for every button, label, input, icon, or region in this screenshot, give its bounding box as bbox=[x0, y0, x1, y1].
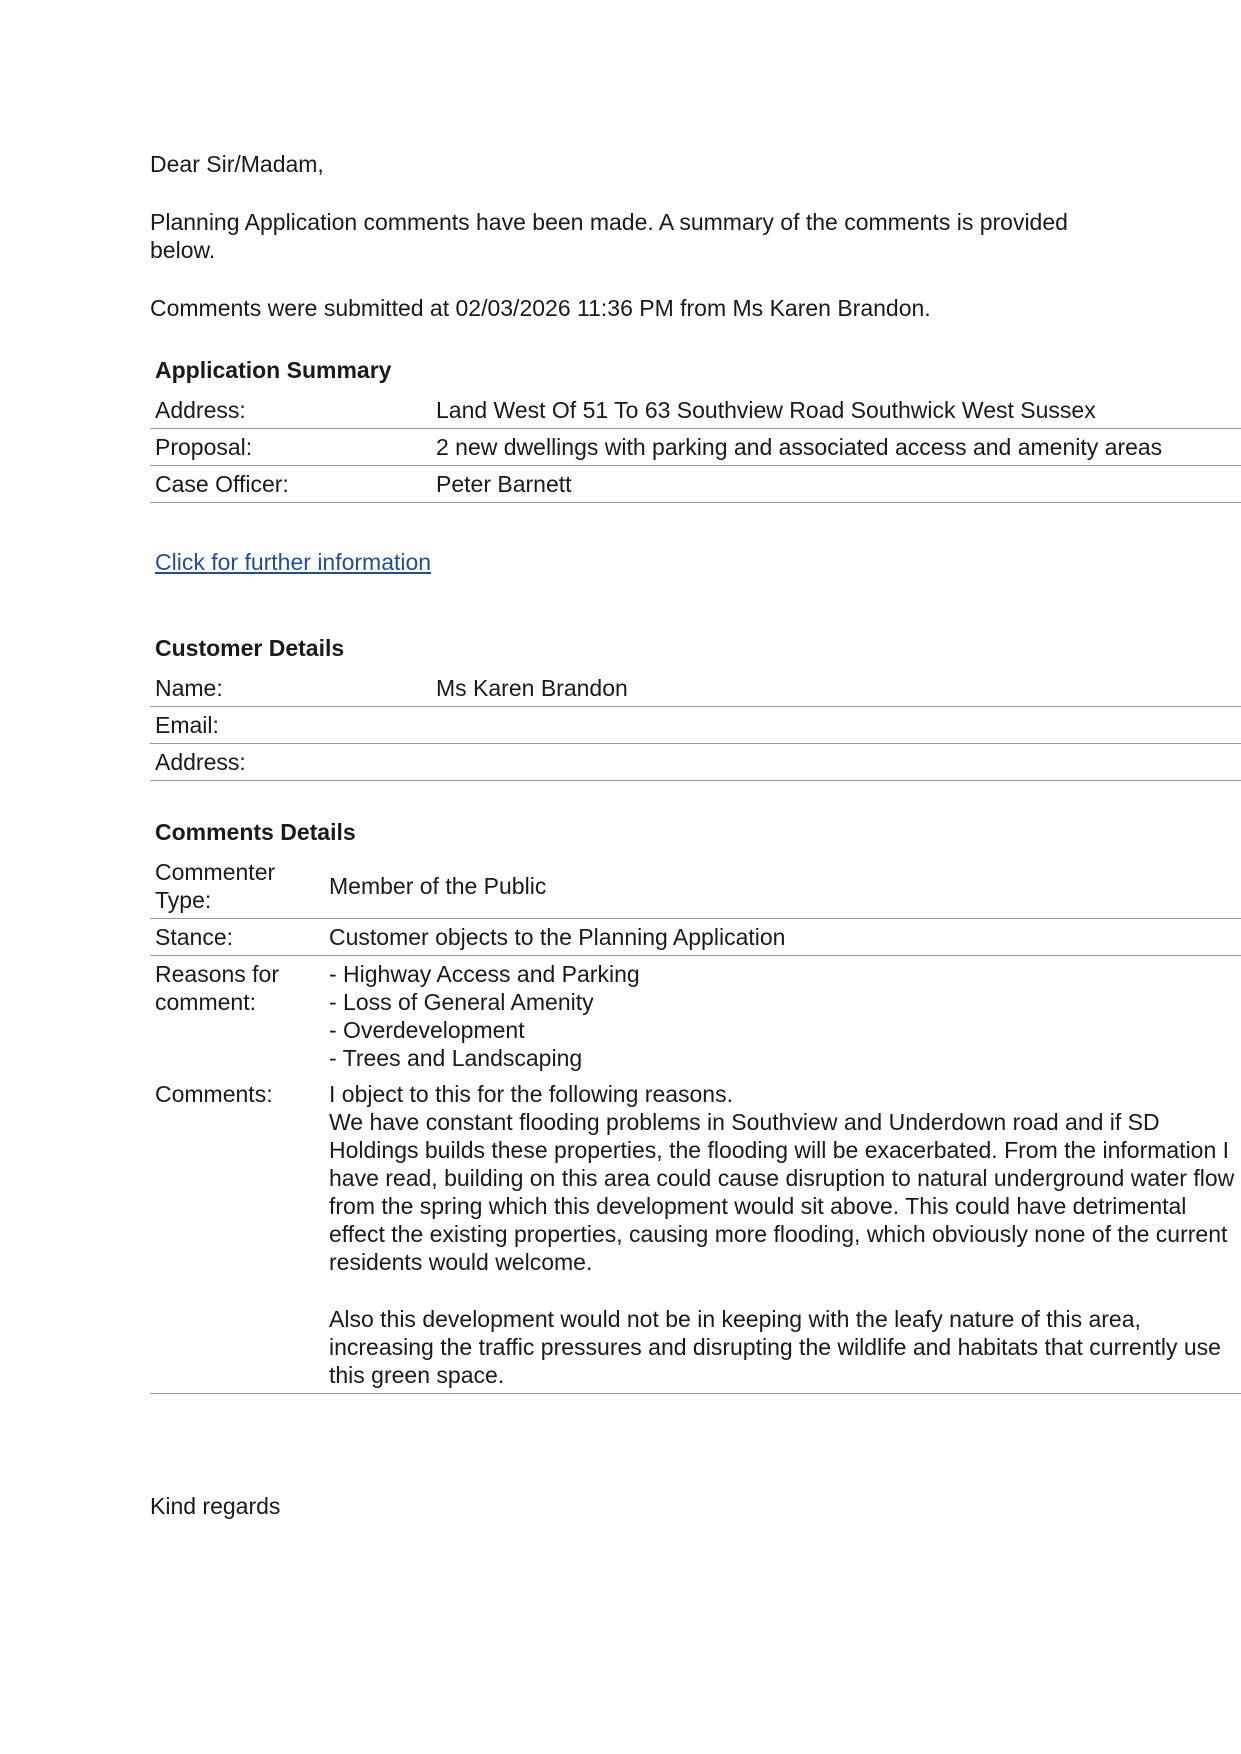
address-value: Land West Of 51 To 63 Southview Road Southwick West Sussex bbox=[431, 392, 1241, 429]
application-summary-heading: Application Summary bbox=[155, 357, 392, 383]
proposal-value: 2 new dwellings with parking and associated access and amenity areas bbox=[431, 429, 1241, 466]
customer-details-heading: Customer Details bbox=[155, 635, 345, 661]
comments-label: Comments: bbox=[150, 1076, 324, 1394]
comments-details-heading: Comments Details bbox=[155, 819, 356, 845]
commenter-type-value: Member of the Public bbox=[324, 854, 1241, 919]
greeting: Dear Sir/Madam, bbox=[150, 151, 324, 177]
customer-address-value bbox=[431, 744, 1241, 781]
reason-item: - Highway Access and Parking bbox=[329, 961, 640, 987]
comments-text bbox=[324, 1076, 1241, 1394]
signoff: Kind regards bbox=[150, 1493, 281, 1519]
table-row bbox=[150, 466, 1241, 503]
case-officer-value: Peter Barnett bbox=[431, 466, 1241, 503]
application-summary-table bbox=[150, 392, 1241, 503]
further-information-link[interactable]: Click for further information bbox=[155, 549, 432, 575]
proposal-label: Proposal: bbox=[150, 429, 431, 466]
table-row bbox=[150, 854, 1241, 919]
table-row bbox=[150, 670, 1241, 707]
reasons-label: Reasons for comment: bbox=[155, 961, 280, 1015]
table-row bbox=[150, 429, 1241, 466]
reason-item: - Overdevelopment bbox=[329, 1017, 525, 1043]
reasons-list bbox=[324, 956, 1241, 1077]
stance-label: Stance: bbox=[150, 919, 324, 956]
customer-details-table bbox=[150, 670, 1241, 781]
comment-paragraph: We have constant flooding problems in Southview and Underdown road and if SD Holdings builds these properties, the flooding will be exacerbated. From the information I have read, building on this area could cause disruption to natural underground water flow from the spring which this development would sit above. This could have detrimental effect the existing properties, causing more flooding, which obviously none of the current residents would welcome. bbox=[329, 1109, 1235, 1275]
customer-address-label: Address: bbox=[150, 744, 431, 781]
table-row bbox=[150, 744, 1241, 781]
reason-item: - Trees and Landscaping bbox=[329, 1045, 583, 1071]
paragraph-spacer bbox=[329, 1276, 1236, 1305]
customer-name-label: Name: bbox=[150, 670, 431, 707]
table-row bbox=[150, 392, 1241, 429]
customer-email-value bbox=[431, 707, 1241, 744]
comment-paragraph: Also this development would not be in keeping with the leafy nature of this area, increasing the traffic pressures and disrupting the wildlife and habitats that currently use this green space. bbox=[329, 1306, 1221, 1388]
submission-note: Comments were submitted at 02/03/2026 11:36 PM from Ms Karen Brandon. bbox=[150, 295, 931, 321]
intro-text: Planning Application comments have been made. A summary of the comments is provided below. bbox=[150, 209, 1068, 263]
customer-email-label: Email: bbox=[150, 707, 431, 744]
table-row bbox=[150, 707, 1241, 744]
table-row bbox=[150, 919, 1241, 956]
commenter-type-label: Commenter Type: bbox=[150, 854, 324, 919]
address-label: Address: bbox=[150, 392, 431, 429]
comments-details-table bbox=[150, 854, 1241, 1394]
reason-item: - Loss of General Amenity bbox=[329, 989, 594, 1015]
table-row bbox=[150, 956, 1241, 1077]
customer-name-value: Ms Karen Brandon bbox=[431, 670, 1241, 707]
comment-paragraph: I object to this for the following reasons. bbox=[329, 1081, 733, 1107]
stance-value: Customer objects to the Planning Application bbox=[324, 919, 1241, 956]
case-officer-label: Case Officer: bbox=[150, 466, 431, 503]
table-row bbox=[150, 1076, 1241, 1394]
